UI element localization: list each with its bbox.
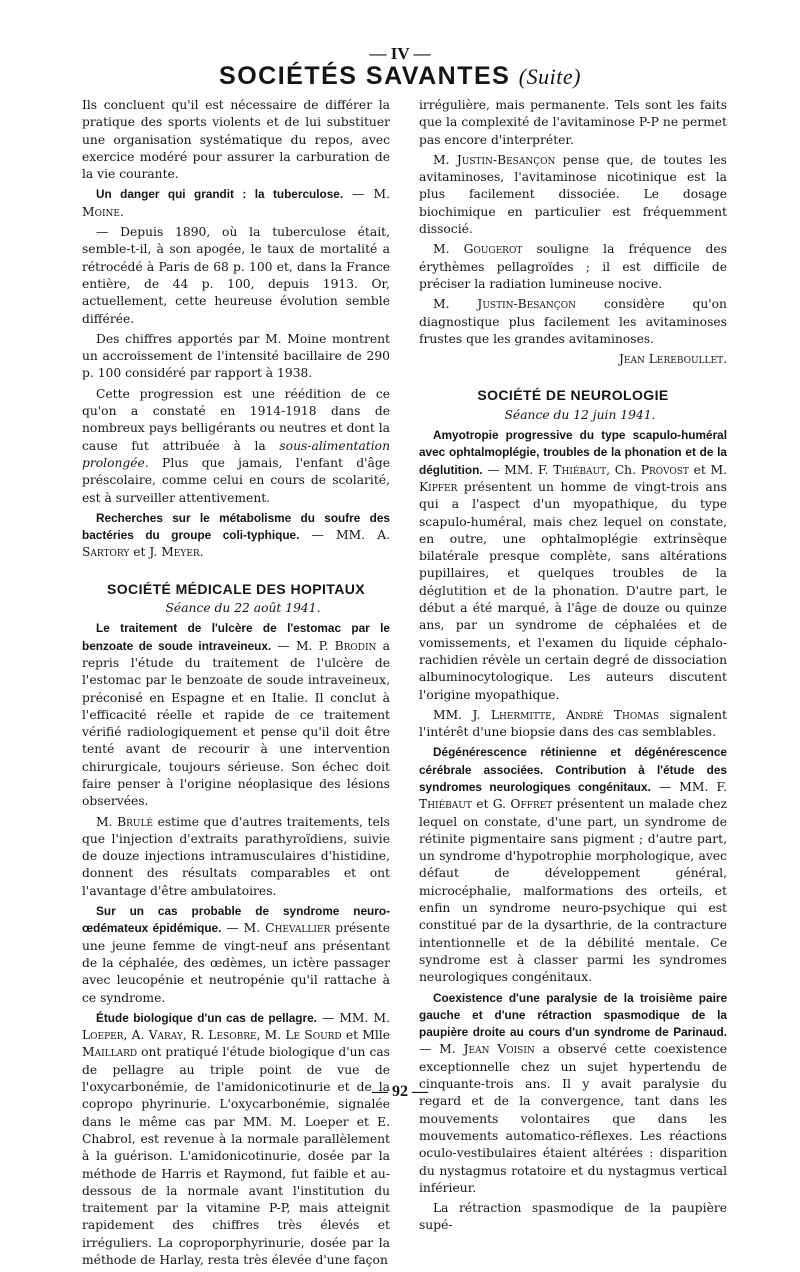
article-heading: Le traitement de l'ulcère de l'estomac par le benzoate de soude intraveineux. [82,621,390,653]
paragraph: Recherches sur le métabolisme du soufre des bactéries du groupe coli-typhique. — MM. A. Sartory et J. Meyer. [82,510,390,560]
author-name: Thiébaut [553,462,607,477]
right-column [419,97,727,1238]
paragraph: Étude biologique d'un cas de pellagre. — MM. M. Loeper, A. Varay, R. Lesobre, M. Le Sourd et Mlle Maillard ont pratiqué l'étude biologique d'un cas de pellagre au triple point de vue de l'oxycarbonémie, de l'amidonicotinurie et de la copropo phyrinurie. L'oxycarbonémie, signalée dans le même cas par MM. M. Loeper et E. Chabrol, est revenue à la normale parallèlement à la guérison. L'amidonicotinurie, dosée par la méthode de Harris et Raymond, fut faible et au-dessous de la normale avant l'institution du traitement par la vitamine P-P, mais atteignit rapidement des chiffres très élevés et irréguliers. La coproporphyrinurie, dosée par la méthode de Harlay, resta très élevée d'une façon [82,1010,390,1267]
author-name: Jean Voisin [463,1042,535,1057]
paragraph: M. Justin-Besançon considère qu'on diagnostique plus facilement les avitaminoses frustes que les grandes avitaminoses. [419,297,727,346]
author-name: Lhermitte [490,707,552,722]
author-name: Lesobre [208,1028,257,1043]
author-name: Provost [640,462,689,477]
paragraph: Ils concluent qu'il est nécessaire de différer la pratique des sports violents et de lui substituer une organisation systématique du repos, avec exercice modéré pour assurer la carburation de la vie courante. [82,98,390,182]
paragraph: Amyotropie progressive du type scapulo-huméral avec ophtalmoplégie, troubles de la phonation et de la déglutition. — MM. F. Thiébaut, Ch. Provost et M. Kipfer présentent un homme de vingt-trois ans qui a l'aspect d'un myopathique, du type scapulo-huméral, mais chez lequel on constate, en outre, une ophtalmoplégie extrinsèque bilatérale presque complète, sans altérations pupillaires, et quelques troubles de la déglutition et de la phonation. D'autre part, le début a été marqué, à l'âge de douze ou quinze ans, par un syndrome de céphalées et de vomissements, et l'examen du liquide céphalo-rachidien révèle un certain degré de dissociation albuminocytologique. Les auteurs discutent l'origine myopathique. [419,428,727,702]
article-heading: Dégénérescence rétinienne et dégénérescence cérébrale associées. Contribution à l'étude des syndromes neurologiques congénitaux. [419,745,727,794]
paragraph: M. Gougerot souligne la fréquence des érythèmes pellagroïdes ; il est difficile de préciser la radiation lumineuse nocive. [419,242,727,291]
author-name: Thiébaut [419,797,472,812]
session-date: Séance du 12 juin 1941. [504,407,656,422]
paragraph: Dégénérescence rétinienne et dégénérescence cérébrale associées. Contribution à l'étude des syndromes neurologiques congénitaux. — MM. F. Thiébaut et G. Offret présentent un malade chez lequel on constate, d'une part, un syndrome de rétinite pigmentaire sans pigment ; d'autre part, un syndrome d'hypotrophie morphologique, avec défaut de développement général, microcéphalie, malformations des orteils, et enfin un syndrome neuro-psychique qui est constitué par de la dysarthrie, de la contracture intentionnelle et de la débilité mentale. Ce syndrome est à classer parmi les syndromes neurologiques congénitaux. [419,745,727,985]
article-heading: Sur un cas probable de syndrome neuro-œdémateux épidémique. [82,904,390,936]
paragraph: Sur un cas probable de syndrome neuro-œdémateux épidémique. — M. Chevallier présente une jeune femme de vingt-neuf ans présentant de la céphalée, des œdèmes, un ictère passager avec leucopénie et neutropénie qu'il rattache à ce syndrome. [82,904,390,1005]
author-name: Sartory [82,545,130,560]
author-name: Justin-Besançon [456,152,556,167]
author-name: Offret [510,797,553,812]
paragraph: Coexistence d'une paralysie de la troisième paire gauche et d'une rétraction spasmodique de la paupière droite au cours d'un syndrome de Parinaud. — M. Jean Voisin a observé cette coexistence exceptionnelle chez un sujet hypertendu de cinquante-trois ans. Il y avait paralysie du regard et de la convergence, tant dans les mouvements volontaires que dans les mouvements automatico-réflexes. Les réactions oculo-vestibulaires étaient altérées : disparition du nystagmus rotatoire et du nystagmus vertical inférieur. [419,990,727,1195]
paragraph: M. Brulé estime que d'autres traitements, tels que l'injection d'extraits parathyroïdiens, suivie de douze injections intramusculaires d'histidine, donnent des résultats comparables et ont l'avantage d'être ambulatoires. [82,814,390,898]
author-name: Moine [82,204,120,219]
author-name: Meyer [161,545,200,560]
paragraph: — Depuis 1890, où la tuberculose était, semble-t-il, à son apogée, le taux de mortalité a rétrocédé à Paris de 68 p. 100 et, dans la France entière, de 44 p. 100, depuis 1913. Or, actuellement, cette heureuse évolution semble différée. [82,225,390,326]
page-title [0,62,800,91]
title-main: SOCIÉTÉS SAVANTES [219,62,511,90]
emphasis: sous-alimentation prolongée [82,438,390,470]
title-suite: (Suite) [518,64,581,89]
session-date: Séance du 22 août 1941. [165,601,321,616]
author-name: Maillard [82,1045,138,1060]
author-name: Le Sourd [285,1028,342,1043]
author-name: Chevallier [265,921,331,936]
author-name: Brulé [117,814,154,829]
article-heading: Étude biologique d'un cas de pellagre. [96,1010,317,1025]
paragraph: La rétraction spasmodique de la paupière supé- [419,1201,727,1233]
author-name: Varay [148,1028,183,1043]
page-number-roman: — IV — [369,44,431,63]
signature: Jean Lereboullet. [618,352,727,367]
paragraph: MM. J. Lhermitte, André Thomas signalent l'intérêt d'une biopsie dans des cas semblables. [419,707,727,740]
article-heading: Coexistence d'une paralysie de la troisième paire gauche et d'une rétraction spasmodique de la paupière droite au cours d'un syndrome de Parinaud. [419,990,727,1040]
paragraph: Cette progression est une réédition de ce qu'on a constaté en 1914-1918 dans de nombreux pays belligérants ou neutres et dont la cause fut attribuée à la sous-alimentation prolongée. Plus que jamais, l'enfant d'âge préscolaire, comme celui en cours de scolarité, est à surveiller attentivement. [82,386,390,505]
section-title: SOCIÉTÉ MÉDICALE DES HOPITAUX [107,580,365,597]
article-heading: Recherches sur le métabolisme du soufre des bactéries du groupe coli-typhique. [82,510,390,543]
article-heading: Un danger qui grandit : la tuberculose. [96,187,344,202]
author-name: Justin-Besançon [477,297,576,312]
paragraph: Des chiffres apportés par M. Moine montrent un accroissement de l'intensité bacillaire de 290 p. 100 considéré par rapport à 1938. [82,331,390,381]
paragraph: Le traitement de l'ulcère de l'estomac par le benzoate de soude intraveineux. — M. P. Brodin a repris l'étude du traitement de l'ulcère de l'estomac par le benzoate de soude intraveineux, préconisé en Espagne et en Italie. Il conclut à l'efficacité réelle et rapide de ce traitement vérifié radiologiquement et pense qu'il doit être tenté avant de recourir à une intervention chirurgicale, toujours sérieuse. Son échec doit faire penser à l'origine néoplasique des lésions observées. [82,621,390,809]
paragraph: M. Justin-Besançon pense que, de toutes les avitaminoses, l'avitaminose nicotinique est la plus facilement dissociée. Le dosage biochimique en particulier est fréquemment dissocié. [419,152,727,237]
paragraph: Un danger qui grandit : la tuberculose. — M. Moine. [82,187,390,219]
page-number: — 92 — [372,1083,428,1100]
author-name: André Thomas [566,707,660,722]
author-name: Gougerot [463,242,523,257]
author-name: Brodin [334,638,377,653]
article-heading: Amyotropie progressive du type scapulo-huméral avec ophtalmoplégie, troubles de la phonation et de la déglutition. [419,428,727,477]
section-title: SOCIÉTÉ DE NEUROLOGIE [477,387,669,404]
author-name: Kipfer [419,479,458,494]
paragraph: irrégulière, mais permanente. Tels sont les faits que la complexité de l'avitaminose P-P ne permet pas encore d'interpréter. [419,98,727,147]
author-name: Loeper [82,1028,124,1043]
